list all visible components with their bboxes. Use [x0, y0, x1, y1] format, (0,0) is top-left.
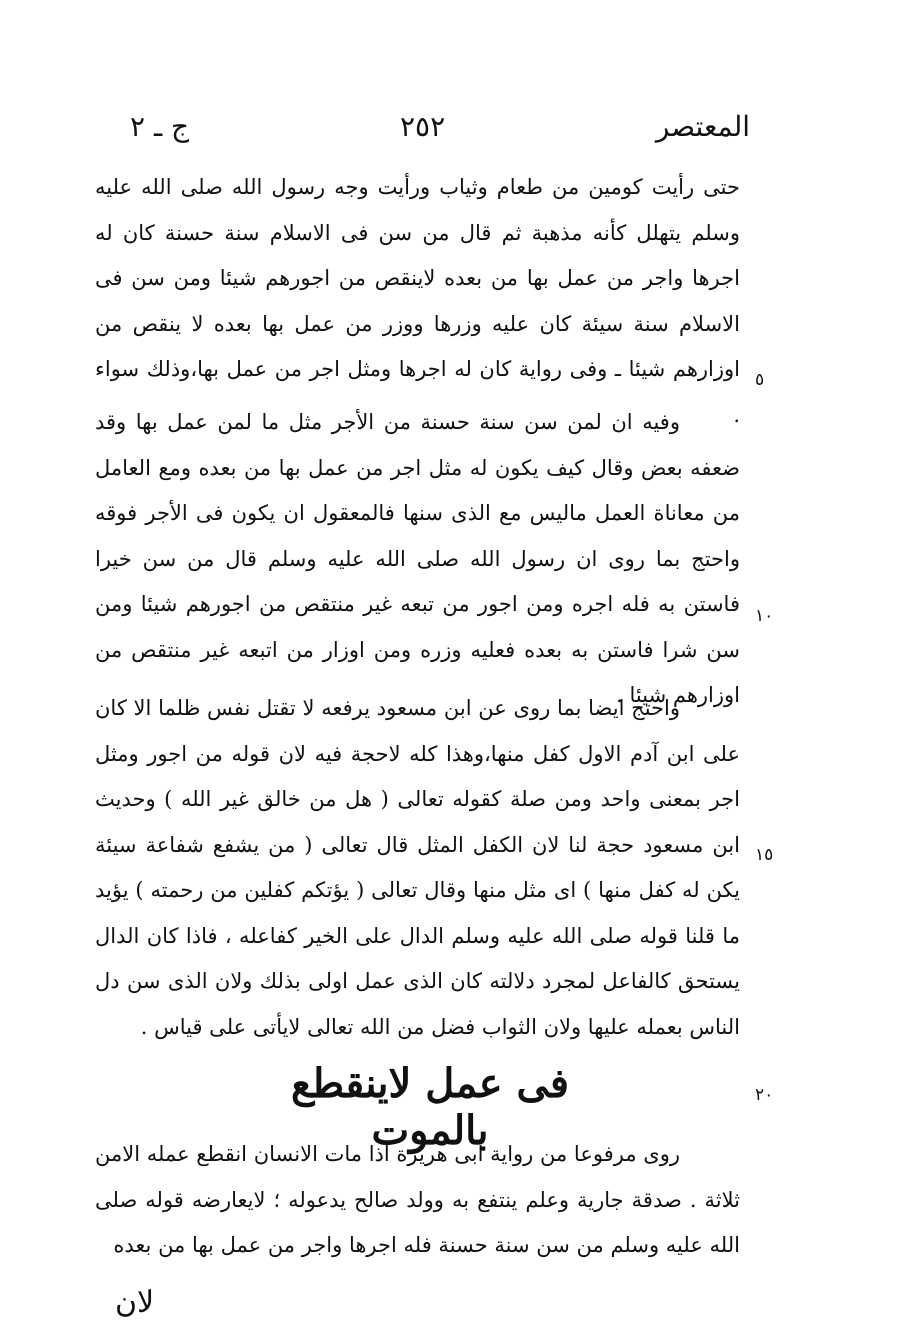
line-number-10: ١٠	[755, 606, 774, 626]
paragraph-text: وفيه ان لمن سن سنة حسنة من الأجر مثل ما لمن عمل بها وقد ضعفه بعض وقال كيف يكون له مثل اجر من عمل بها من بعده ومع العامل من معاناة العمل ماليس مع الذى سنها فالمعقول ان يكون فى الأجر فوقه واحتج بما روى ان رسول الله صلى الله عليه وسلم قال من سن خيرا فاستن به فله اجره ومن اجور من تبعه غير منتقص من اجورهم شيئا ومن سن شرا فاستن به بعده فعليه وزره ومن اوزار من اتبعه غير منتقص من اوزارهم شيئا .	[95, 410, 740, 707]
paragraph-text: روى مرفوعا من رواية ابى هريرة اذا مات الانسان انقطع عمله الامن ثلاثة . صدقة جارية وعلم ينتفع به وولد صالح يدعوله ؛ لايعارضه قوله صلى الله عليه وسلم من سن سنة حسنة فله اجرها واجر من عمل بها من بعده	[95, 1142, 740, 1257]
paragraph-2	[95, 400, 740, 719]
book-title: المعتصر	[655, 110, 750, 143]
section-heading: فى عمل لاينقطع بالموت	[291, 1060, 569, 1154]
paragraph-1	[95, 165, 740, 438]
page-header	[130, 110, 750, 150]
line-number-5: ٥	[755, 370, 765, 390]
catchword: لان	[115, 1285, 155, 1320]
paragraph-text: حتى رأيت كومين من طعام وثياب ورأيت وجه رسول الله صلى الله عليه وسلم يتهلل كأنه مذهبة ثم قال من سن فى الاسلام سنة حسنة كان له اجرها واجر من عمل بها من بعده لاينقص من اجورهم شيئا ومن سن فى الاسلام سنة سيئة كان عليه وزرها ووزر من عمل بها بعده لا ينقص من اوزارهم شيئا ـ وفى رواية كان له اجرها ومثل اجر من عمل بها،وذلك سواء .	[95, 175, 740, 427]
page-number: ٢٥٢	[400, 110, 446, 143]
paragraph-3	[95, 686, 740, 1050]
line-number-20: ٢٠	[755, 1085, 774, 1105]
line-number-15: ١٥	[755, 845, 774, 865]
paragraph-text: واحتج ايضا بما روى عن ابن مسعود يرفعه لا تقتل نفس ظلما الا كان على ابن آدم الاول كفل منها،وهذا كله لاحجة فيه لان قوله من اجور ومثل اجر بمعنى واحد ومن صلة كقوله تعالى ( هل من خالق غير الله ) وحديث ابن مسعود حجة لنا لان الكفل المثل قال تعالى ( من يشفع شفاعة سيئة يكن له كفل منها ) اى مثل منها وقال تعالى ( يؤتكم كفلين من رحمته ) يؤيد ما قلنا قوله صلى الله عليه وسلم الدال على الخير كفاعله ، فاذا كان الدال يستحق كالفاعل لمجرد دلالته كان الذى عمل اولى بذلك ولان الذى سن دل الناس بعمله عليها ولان الثواب فضل من الله تعالى لايأتى على قياس .	[95, 696, 740, 1039]
volume-label: ج ـ ٢	[130, 110, 190, 143]
paragraph-4	[95, 1132, 740, 1269]
